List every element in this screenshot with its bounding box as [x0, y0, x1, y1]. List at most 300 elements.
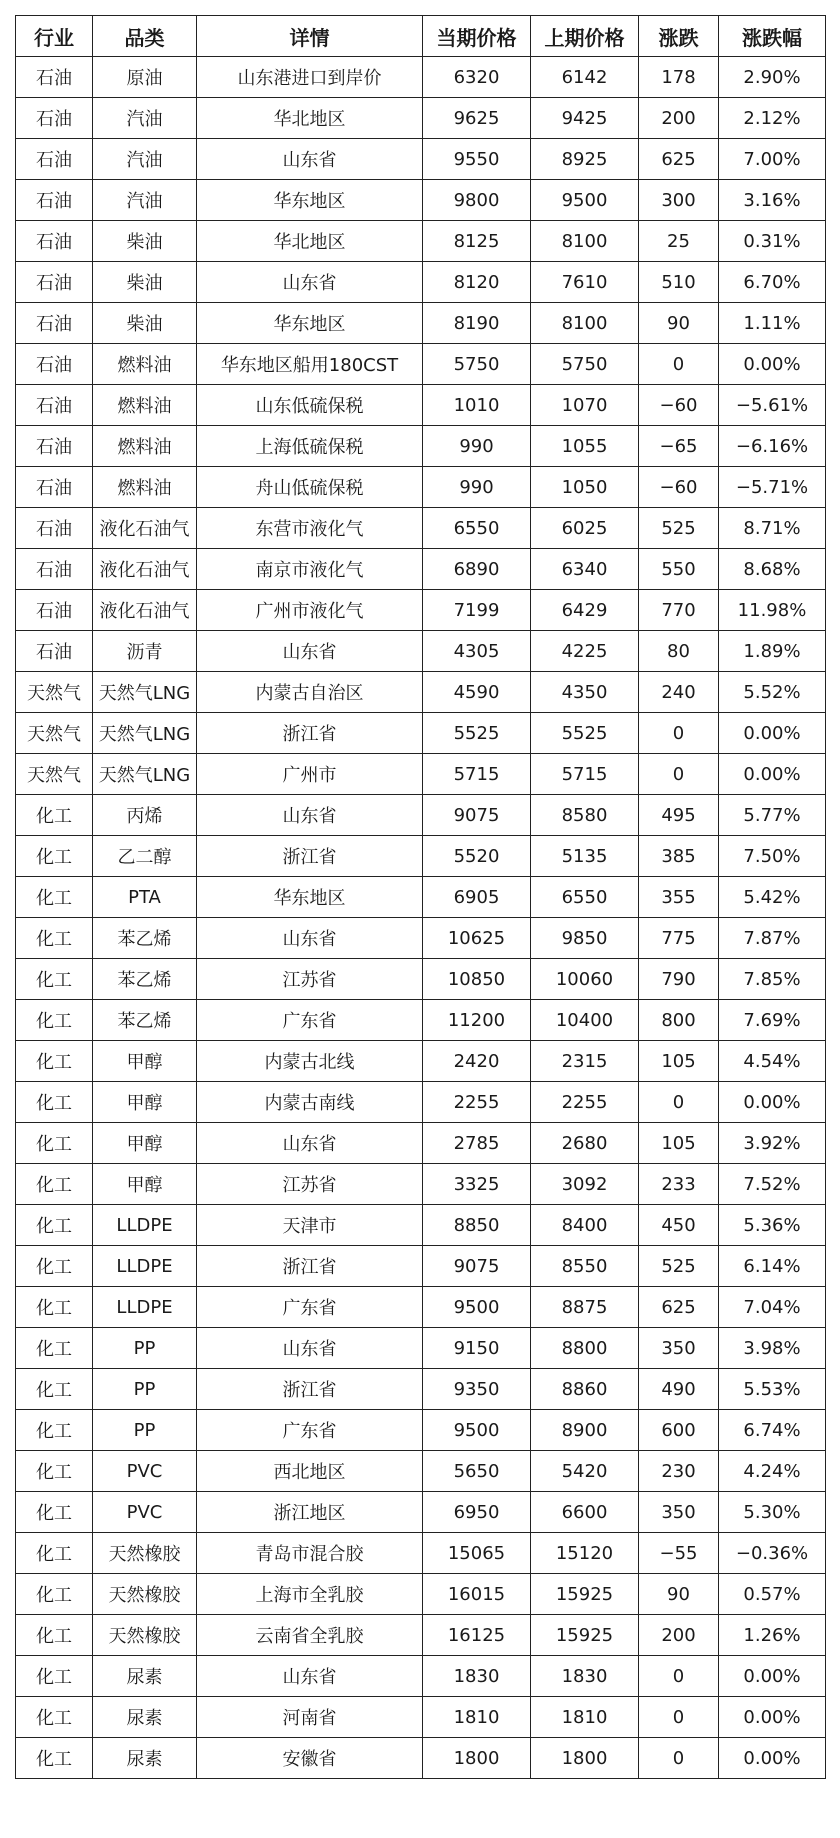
cell-change: 200 — [639, 98, 719, 139]
table-row — [16, 1041, 826, 1082]
cell-industry: 化工 — [16, 1287, 93, 1328]
cell-change-percent: 4.24% — [719, 1451, 826, 1492]
cell-detail: 内蒙古自治区 — [197, 672, 423, 713]
cell-industry: 天然气 — [16, 754, 93, 795]
cell-industry: 化工 — [16, 1451, 93, 1492]
cell-current-price: 9550 — [423, 139, 531, 180]
cell-change: 178 — [639, 57, 719, 98]
cell-change: 233 — [639, 1164, 719, 1205]
cell-category: 汽油 — [93, 139, 197, 180]
table-body — [16, 57, 826, 1779]
cell-industry: 化工 — [16, 1164, 93, 1205]
cell-previous-price: 2680 — [531, 1123, 639, 1164]
cell-previous-price: 1830 — [531, 1656, 639, 1697]
table-row — [16, 1164, 826, 1205]
cell-change: 775 — [639, 918, 719, 959]
table-row — [16, 180, 826, 221]
cell-category: 甲醇 — [93, 1041, 197, 1082]
cell-category: 甲醇 — [93, 1082, 197, 1123]
cell-change: 385 — [639, 836, 719, 877]
cell-detail: 山东省 — [197, 1123, 423, 1164]
cell-industry: 化工 — [16, 1328, 93, 1369]
cell-previous-price: 4225 — [531, 631, 639, 672]
table-row — [16, 1451, 826, 1492]
cell-category: 燃料油 — [93, 426, 197, 467]
cell-category: 液化石油气 — [93, 508, 197, 549]
cell-category: PP — [93, 1410, 197, 1451]
cell-industry: 石油 — [16, 467, 93, 508]
cell-change-percent: 1.11% — [719, 303, 826, 344]
cell-industry: 石油 — [16, 426, 93, 467]
cell-change-percent: 2.90% — [719, 57, 826, 98]
cell-current-price: 9150 — [423, 1328, 531, 1369]
table-row — [16, 795, 826, 836]
header-change-percent: 涨跌幅 — [719, 16, 826, 57]
cell-current-price: 2255 — [423, 1082, 531, 1123]
cell-industry: 化工 — [16, 1082, 93, 1123]
cell-change: 0 — [639, 713, 719, 754]
cell-change: 790 — [639, 959, 719, 1000]
cell-previous-price: 6025 — [531, 508, 639, 549]
cell-change: 0 — [639, 754, 719, 795]
cell-category: 丙烯 — [93, 795, 197, 836]
cell-previous-price: 6550 — [531, 877, 639, 918]
header-category: 品类 — [93, 16, 197, 57]
cell-change-percent: −6.16% — [719, 426, 826, 467]
cell-change: 80 — [639, 631, 719, 672]
cell-industry: 化工 — [16, 1000, 93, 1041]
cell-change-percent: 7.00% — [719, 139, 826, 180]
cell-industry: 天然气 — [16, 672, 93, 713]
cell-industry: 石油 — [16, 57, 93, 98]
cell-previous-price: 8100 — [531, 221, 639, 262]
cell-change-percent: 0.00% — [719, 713, 826, 754]
cell-industry: 化工 — [16, 1574, 93, 1615]
cell-change-percent: 0.00% — [719, 1656, 826, 1697]
cell-change: 25 — [639, 221, 719, 262]
table-row — [16, 1000, 826, 1041]
cell-category: 原油 — [93, 57, 197, 98]
table-row — [16, 344, 826, 385]
cell-industry: 石油 — [16, 344, 93, 385]
cell-detail: 内蒙古南线 — [197, 1082, 423, 1123]
cell-change: 105 — [639, 1123, 719, 1164]
cell-change-percent: 6.14% — [719, 1246, 826, 1287]
cell-industry: 化工 — [16, 1656, 93, 1697]
table-row — [16, 1410, 826, 1451]
cell-change: 230 — [639, 1451, 719, 1492]
cell-previous-price: 8400 — [531, 1205, 639, 1246]
table-row — [16, 754, 826, 795]
cell-category: 天然橡胶 — [93, 1533, 197, 1574]
cell-industry: 化工 — [16, 959, 93, 1000]
cell-previous-price: 10400 — [531, 1000, 639, 1041]
cell-change-percent: 11.98% — [719, 590, 826, 631]
table-row — [16, 303, 826, 344]
cell-change-percent: 1.89% — [719, 631, 826, 672]
cell-detail: 华东地区 — [197, 303, 423, 344]
cell-change-percent: 8.68% — [719, 549, 826, 590]
cell-previous-price: 9500 — [531, 180, 639, 221]
cell-detail: 安徽省 — [197, 1738, 423, 1779]
cell-previous-price: 15120 — [531, 1533, 639, 1574]
cell-category: 液化石油气 — [93, 590, 197, 631]
cell-current-price: 9075 — [423, 795, 531, 836]
cell-detail: 华东地区 — [197, 180, 423, 221]
cell-category: 尿素 — [93, 1738, 197, 1779]
header-previous-price: 上期价格 — [531, 16, 639, 57]
cell-change: 350 — [639, 1328, 719, 1369]
table-row — [16, 1123, 826, 1164]
cell-category: 尿素 — [93, 1697, 197, 1738]
table-row — [16, 1369, 826, 1410]
cell-current-price: 990 — [423, 467, 531, 508]
cell-change: 625 — [639, 1287, 719, 1328]
cell-change-percent: 5.52% — [719, 672, 826, 713]
cell-current-price: 990 — [423, 426, 531, 467]
cell-industry: 石油 — [16, 508, 93, 549]
cell-change: 105 — [639, 1041, 719, 1082]
cell-industry: 化工 — [16, 918, 93, 959]
cell-change-percent: −5.61% — [719, 385, 826, 426]
cell-change: 355 — [639, 877, 719, 918]
table-row — [16, 1574, 826, 1615]
cell-previous-price: 6142 — [531, 57, 639, 98]
cell-change: 240 — [639, 672, 719, 713]
cell-industry: 石油 — [16, 221, 93, 262]
cell-industry: 化工 — [16, 1205, 93, 1246]
table-row — [16, 385, 826, 426]
header-current-price: 当期价格 — [423, 16, 531, 57]
cell-change: 0 — [639, 1738, 719, 1779]
cell-detail: 舟山低硫保税 — [197, 467, 423, 508]
cell-current-price: 6320 — [423, 57, 531, 98]
cell-industry: 石油 — [16, 180, 93, 221]
cell-previous-price: 8860 — [531, 1369, 639, 1410]
price-table-container — [15, 15, 825, 1779]
cell-previous-price: 10060 — [531, 959, 639, 1000]
cell-previous-price: 5715 — [531, 754, 639, 795]
cell-current-price: 11200 — [423, 1000, 531, 1041]
cell-change: 0 — [639, 1082, 719, 1123]
cell-detail: 青岛市混合胶 — [197, 1533, 423, 1574]
cell-category: 燃料油 — [93, 385, 197, 426]
cell-category: 汽油 — [93, 98, 197, 139]
table-row — [16, 1615, 826, 1656]
cell-previous-price: 8100 — [531, 303, 639, 344]
cell-category: 柴油 — [93, 262, 197, 303]
cell-industry: 化工 — [16, 1246, 93, 1287]
cell-change-percent: −5.71% — [719, 467, 826, 508]
table-row — [16, 57, 826, 98]
header-industry: 行业 — [16, 16, 93, 57]
cell-change: 770 — [639, 590, 719, 631]
cell-current-price: 5650 — [423, 1451, 531, 1492]
cell-change: −55 — [639, 1533, 719, 1574]
cell-industry: 化工 — [16, 1738, 93, 1779]
cell-previous-price: 3092 — [531, 1164, 639, 1205]
cell-detail: 浙江省 — [197, 713, 423, 754]
cell-detail: 上海低硫保税 — [197, 426, 423, 467]
cell-change-percent: 5.36% — [719, 1205, 826, 1246]
cell-current-price: 6550 — [423, 508, 531, 549]
cell-change-percent: 0.00% — [719, 344, 826, 385]
cell-change-percent: 8.71% — [719, 508, 826, 549]
cell-detail: 江苏省 — [197, 959, 423, 1000]
table-row — [16, 877, 826, 918]
cell-industry: 石油 — [16, 549, 93, 590]
cell-previous-price: 1050 — [531, 467, 639, 508]
table-row — [16, 1082, 826, 1123]
cell-category: 苯乙烯 — [93, 1000, 197, 1041]
cell-detail: 江苏省 — [197, 1164, 423, 1205]
cell-previous-price: 15925 — [531, 1574, 639, 1615]
cell-change-percent: 2.12% — [719, 98, 826, 139]
cell-category: 尿素 — [93, 1656, 197, 1697]
table-row — [16, 508, 826, 549]
cell-previous-price: 8900 — [531, 1410, 639, 1451]
cell-detail: 天津市 — [197, 1205, 423, 1246]
cell-change: 490 — [639, 1369, 719, 1410]
cell-current-price: 8125 — [423, 221, 531, 262]
cell-category: 燃料油 — [93, 344, 197, 385]
cell-industry: 化工 — [16, 1123, 93, 1164]
table-row — [16, 836, 826, 877]
cell-current-price: 3325 — [423, 1164, 531, 1205]
cell-change: 495 — [639, 795, 719, 836]
cell-previous-price: 1800 — [531, 1738, 639, 1779]
cell-change-percent: 0.00% — [719, 1082, 826, 1123]
cell-change: 510 — [639, 262, 719, 303]
table-row — [16, 549, 826, 590]
cell-category: 液化石油气 — [93, 549, 197, 590]
cell-detail: 广东省 — [197, 1410, 423, 1451]
cell-previous-price: 8580 — [531, 795, 639, 836]
cell-change-percent: −0.36% — [719, 1533, 826, 1574]
cell-category: 柴油 — [93, 221, 197, 262]
cell-detail: 广东省 — [197, 1000, 423, 1041]
table-row — [16, 1246, 826, 1287]
cell-change-percent: 7.69% — [719, 1000, 826, 1041]
cell-category: 燃料油 — [93, 467, 197, 508]
cell-category: 天然气LNG — [93, 754, 197, 795]
cell-category: 天然橡胶 — [93, 1574, 197, 1615]
cell-change: 0 — [639, 1697, 719, 1738]
cell-industry: 石油 — [16, 98, 93, 139]
table-row — [16, 1738, 826, 1779]
cell-change: 450 — [639, 1205, 719, 1246]
cell-previous-price: 2315 — [531, 1041, 639, 1082]
cell-detail: 上海市全乳胶 — [197, 1574, 423, 1615]
cell-change: 300 — [639, 180, 719, 221]
cell-industry: 天然气 — [16, 713, 93, 754]
cell-change: 550 — [639, 549, 719, 590]
cell-current-price: 9800 — [423, 180, 531, 221]
cell-current-price: 9350 — [423, 1369, 531, 1410]
cell-change-percent: 7.50% — [719, 836, 826, 877]
table-row — [16, 467, 826, 508]
cell-industry: 石油 — [16, 385, 93, 426]
table-row — [16, 1287, 826, 1328]
cell-industry: 石油 — [16, 262, 93, 303]
table-row — [16, 98, 826, 139]
cell-current-price: 9625 — [423, 98, 531, 139]
cell-previous-price: 5420 — [531, 1451, 639, 1492]
table-row — [16, 1656, 826, 1697]
cell-detail: 广州市 — [197, 754, 423, 795]
cell-change-percent: 7.52% — [719, 1164, 826, 1205]
cell-previous-price: 4350 — [531, 672, 639, 713]
cell-detail: 华北地区 — [197, 98, 423, 139]
cell-current-price: 10625 — [423, 918, 531, 959]
cell-detail: 浙江地区 — [197, 1492, 423, 1533]
cell-industry: 化工 — [16, 795, 93, 836]
table-row — [16, 1205, 826, 1246]
table-row — [16, 139, 826, 180]
price-table — [15, 15, 826, 1779]
cell-current-price: 8120 — [423, 262, 531, 303]
cell-industry: 化工 — [16, 1369, 93, 1410]
cell-category: 天然气LNG — [93, 672, 197, 713]
header-change: 涨跌 — [639, 16, 719, 57]
table-row — [16, 1492, 826, 1533]
cell-current-price: 8850 — [423, 1205, 531, 1246]
cell-change-percent: 5.30% — [719, 1492, 826, 1533]
cell-category: LLDPE — [93, 1205, 197, 1246]
table-row — [16, 1533, 826, 1574]
cell-previous-price: 8875 — [531, 1287, 639, 1328]
cell-current-price: 1010 — [423, 385, 531, 426]
cell-change-percent: 6.70% — [719, 262, 826, 303]
cell-change: 0 — [639, 344, 719, 385]
cell-change: 90 — [639, 303, 719, 344]
table-row — [16, 672, 826, 713]
cell-industry: 化工 — [16, 1041, 93, 1082]
cell-previous-price: 5135 — [531, 836, 639, 877]
table-row — [16, 631, 826, 672]
cell-change: −65 — [639, 426, 719, 467]
cell-previous-price: 8925 — [531, 139, 639, 180]
cell-change-percent: 5.77% — [719, 795, 826, 836]
cell-current-price: 1810 — [423, 1697, 531, 1738]
cell-previous-price: 6429 — [531, 590, 639, 631]
cell-detail: 浙江省 — [197, 836, 423, 877]
cell-detail: 山东省 — [197, 139, 423, 180]
cell-previous-price: 1055 — [531, 426, 639, 467]
table-row — [16, 1697, 826, 1738]
cell-category: 沥青 — [93, 631, 197, 672]
cell-detail: 浙江省 — [197, 1246, 423, 1287]
cell-category: LLDPE — [93, 1246, 197, 1287]
cell-current-price: 5715 — [423, 754, 531, 795]
table-row — [16, 1328, 826, 1369]
table-row — [16, 221, 826, 262]
cell-current-price: 4590 — [423, 672, 531, 713]
cell-category: PTA — [93, 877, 197, 918]
cell-change: 0 — [639, 1656, 719, 1697]
cell-detail: 山东省 — [197, 1656, 423, 1697]
cell-current-price: 6905 — [423, 877, 531, 918]
cell-previous-price: 5750 — [531, 344, 639, 385]
cell-detail: 山东低硫保税 — [197, 385, 423, 426]
cell-change: 625 — [639, 139, 719, 180]
cell-industry: 石油 — [16, 590, 93, 631]
cell-change-percent: 3.16% — [719, 180, 826, 221]
cell-change: 350 — [639, 1492, 719, 1533]
cell-change-percent: 3.98% — [719, 1328, 826, 1369]
cell-category: PP — [93, 1369, 197, 1410]
cell-change-percent: 0.00% — [719, 754, 826, 795]
cell-category: 苯乙烯 — [93, 918, 197, 959]
cell-current-price: 1800 — [423, 1738, 531, 1779]
cell-current-price: 9075 — [423, 1246, 531, 1287]
cell-detail: 内蒙古北线 — [197, 1041, 423, 1082]
cell-detail: 广东省 — [197, 1287, 423, 1328]
cell-change: 525 — [639, 508, 719, 549]
cell-previous-price: 5525 — [531, 713, 639, 754]
cell-industry: 石油 — [16, 303, 93, 344]
cell-change-percent: 7.85% — [719, 959, 826, 1000]
cell-category: 天然橡胶 — [93, 1615, 197, 1656]
cell-current-price: 9500 — [423, 1410, 531, 1451]
cell-detail: 华东地区船用180CST — [197, 344, 423, 385]
cell-current-price: 7199 — [423, 590, 531, 631]
cell-change-percent: 7.04% — [719, 1287, 826, 1328]
cell-change-percent: 6.74% — [719, 1410, 826, 1451]
cell-category: PP — [93, 1328, 197, 1369]
cell-change: 800 — [639, 1000, 719, 1041]
cell-detail: 山东省 — [197, 631, 423, 672]
cell-current-price: 16125 — [423, 1615, 531, 1656]
cell-change-percent: 5.53% — [719, 1369, 826, 1410]
cell-category: PVC — [93, 1492, 197, 1533]
cell-category: 苯乙烯 — [93, 959, 197, 1000]
cell-current-price: 6950 — [423, 1492, 531, 1533]
cell-current-price: 2785 — [423, 1123, 531, 1164]
cell-change-percent: 0.57% — [719, 1574, 826, 1615]
cell-industry: 石油 — [16, 631, 93, 672]
cell-detail: 山东港进口到岸价 — [197, 57, 423, 98]
cell-change-percent: 0.00% — [719, 1738, 826, 1779]
cell-detail: 东营市液化气 — [197, 508, 423, 549]
cell-industry: 化工 — [16, 1697, 93, 1738]
table-row — [16, 918, 826, 959]
cell-current-price: 4305 — [423, 631, 531, 672]
cell-detail: 华北地区 — [197, 221, 423, 262]
cell-previous-price: 7610 — [531, 262, 639, 303]
cell-change: 600 — [639, 1410, 719, 1451]
cell-category: LLDPE — [93, 1287, 197, 1328]
cell-industry: 化工 — [16, 1492, 93, 1533]
header-detail: 详情 — [197, 16, 423, 57]
cell-change-percent: 4.54% — [719, 1041, 826, 1082]
cell-current-price: 2420 — [423, 1041, 531, 1082]
cell-detail: 南京市液化气 — [197, 549, 423, 590]
cell-industry: 化工 — [16, 1533, 93, 1574]
cell-change: −60 — [639, 467, 719, 508]
cell-industry: 化工 — [16, 836, 93, 877]
cell-category: 汽油 — [93, 180, 197, 221]
cell-detail: 山东省 — [197, 795, 423, 836]
table-row — [16, 262, 826, 303]
cell-detail: 西北地区 — [197, 1451, 423, 1492]
cell-category: 柴油 — [93, 303, 197, 344]
cell-current-price: 9500 — [423, 1287, 531, 1328]
table-row — [16, 426, 826, 467]
cell-change-percent: 1.26% — [719, 1615, 826, 1656]
cell-previous-price: 9850 — [531, 918, 639, 959]
cell-current-price: 5750 — [423, 344, 531, 385]
